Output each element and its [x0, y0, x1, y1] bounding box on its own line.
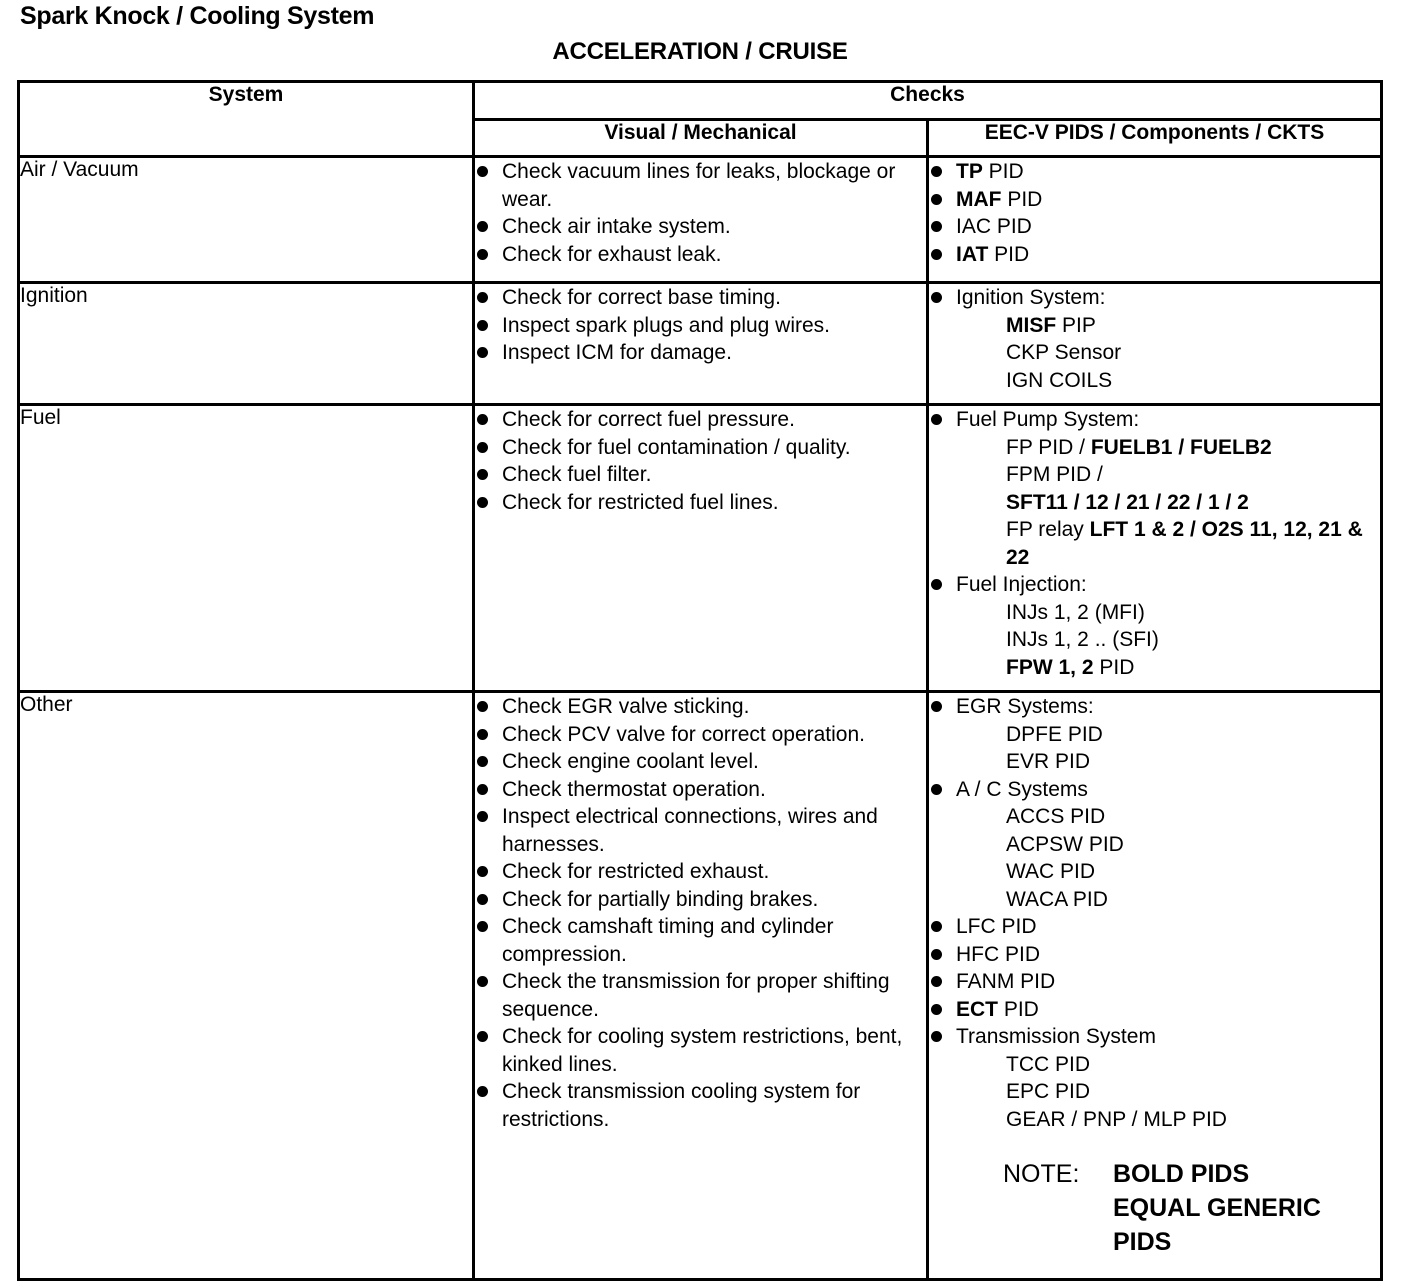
pid-text: FP relay [1006, 518, 1090, 541]
eec-cell [928, 405, 1382, 692]
check-item: Check for exhaust leak. [475, 241, 926, 269]
eec-cell [928, 692, 1382, 1280]
header-row-top [19, 82, 1382, 120]
header-system: System [19, 82, 474, 157]
pid-group-head: A / C Systems [929, 776, 1380, 804]
pid-sub-item [929, 312, 1380, 340]
visual-cell [474, 157, 928, 283]
pid-group-head: Ignition System: [929, 284, 1380, 312]
table-row-other [19, 692, 1382, 1280]
system-cell: Air / Vacuum [19, 157, 474, 283]
check-item: Check transmission cooling system for restrictions. [475, 1078, 926, 1133]
check-item: Check for cooling system restrictions, bent, kinked lines. [475, 1023, 926, 1078]
pid-sub-item: CKP Sensor [1006, 341, 1122, 364]
visual-cell [474, 405, 928, 692]
pid-bold: FPW 1, 2 [1006, 655, 1094, 679]
pid-sub-item: IGN COILS [1006, 368, 1113, 392]
pid-sub-item: EVR PID [1006, 750, 1091, 773]
check-item: Check engine coolant level. [475, 748, 926, 776]
pid-bold: MAF [956, 187, 1002, 211]
pid-item: HFC PID [929, 941, 1380, 969]
pid-text: PIP [1056, 313, 1096, 337]
check-item: Check air intake system. [475, 213, 926, 241]
pid-sub-item: TCC PID [1006, 1052, 1090, 1076]
pid-sub-item [929, 654, 1380, 682]
pid-text: PID [1093, 655, 1135, 679]
header-checks: Checks [474, 82, 1382, 120]
pid-group-head: Fuel Pump System: [929, 406, 1380, 434]
section-subtitle: ACCELERATION / CRUISE [552, 38, 848, 65]
pid-sub-item: FPM PID / [1006, 463, 1103, 486]
eec-cell [928, 157, 1382, 283]
check-item: Inspect ICM for damage. [475, 339, 926, 367]
pid-sub-item: INJs 1, 2 .. (SFI) [1006, 628, 1159, 651]
check-item: Check for correct fuel pressure. [475, 406, 926, 434]
pid-bold: ECT [956, 997, 998, 1021]
system-cell: Ignition [19, 283, 474, 405]
pid-bold: MISF [1006, 313, 1057, 337]
check-item: Check for partially binding brakes. [475, 886, 926, 914]
pid-text: PID [982, 160, 1024, 183]
pid-sub-item: ACPSW PID [1006, 832, 1124, 856]
pid-group-head: EGR Systems: [929, 693, 1380, 721]
table-row-ignition [19, 283, 1382, 405]
pid-sub-item: INJs 1, 2 (MFI) [1006, 600, 1145, 624]
header-eec-pids: EEC-V PIDS / Components / CKTS [928, 119, 1382, 157]
pid-sub-item [929, 434, 1380, 462]
check-item: Check for correct base timing. [475, 284, 926, 312]
pid-sub-item: WACA PID [1006, 887, 1108, 911]
table-row-fuel [19, 405, 1382, 692]
check-item: Check PCV valve for correct operation. [475, 721, 926, 749]
check-item: Check vacuum lines for leaks, blockage or wear. [475, 158, 926, 213]
visual-cell [474, 692, 928, 1280]
page-title: Spark Knock / Cooling System [20, 2, 375, 30]
pid-sub-item: ACCS PID [1006, 805, 1106, 828]
note-block [929, 1157, 1380, 1259]
check-item: Check thermostat operation. [475, 776, 926, 804]
pid-item: IAC PID [929, 213, 1380, 241]
eec-cell [928, 283, 1382, 405]
diagnostic-table [17, 80, 1383, 1281]
check-item: Check EGR valve sticking. [475, 693, 926, 721]
pid-bold: FUELB1 / FUELB2 [1090, 435, 1272, 459]
table-row-air-vacuum [19, 157, 1382, 283]
note-label: NOTE: [1003, 1160, 1080, 1188]
pid-sub-item: GEAR / PNP / MLP PID [1006, 1107, 1227, 1131]
pid-item: FANM PID [929, 968, 1380, 996]
check-item: Check for fuel contamination / quality. [475, 434, 926, 462]
pid-sub-item: SFT11 / 12 / 21 / 22 / 1 / 2 [1006, 490, 1249, 514]
visual-cell [474, 283, 928, 405]
pid-group-head: Transmission System [929, 1023, 1380, 1051]
pid-sub-item: WAC PID [1006, 860, 1096, 883]
pid-text: FP PID / [1006, 435, 1091, 459]
system-cell: Other [19, 692, 474, 1280]
check-item: Inspect electrical connections, wires and harnesses. [475, 803, 926, 858]
check-item: Check camshaft timing and cylinder compression. [475, 913, 926, 968]
pid-item: LFC PID [929, 913, 1380, 941]
pid-sub-item: DPFE PID [1006, 722, 1103, 746]
pid-bold: LFT 1 & 2 / O2S 11, 12, 21 & 22 [1006, 518, 1363, 569]
pid-sub-item: EPC PID [1006, 1080, 1091, 1103]
pid-item [929, 158, 1380, 186]
pid-bold: TP [956, 160, 983, 183]
pid-group-head: Fuel Injection: [929, 571, 1380, 599]
check-item: Check the transmission for proper shifting sequence. [475, 968, 926, 1023]
system-cell: Fuel [19, 405, 474, 692]
check-item: Check fuel filter. [475, 461, 926, 489]
check-item: Check for restricted fuel lines. [475, 489, 926, 517]
pid-item [929, 186, 1380, 214]
pid-text: PID [998, 997, 1039, 1021]
note-text: BOLD PIDS EQUAL GENERIC PIDS [1113, 1160, 1321, 1256]
header-visual-mechanical: Visual / Mechanical [474, 119, 928, 157]
check-item: Check for restricted exhaust. [475, 858, 926, 886]
check-item: Inspect spark plugs and plug wires. [475, 312, 926, 340]
pid-sub-item [929, 516, 1380, 571]
pid-text: PID [1001, 187, 1043, 211]
pid-item [929, 996, 1380, 1024]
pid-item [929, 241, 1380, 269]
pid-bold: IAT [956, 242, 989, 266]
pid-text: PID [988, 242, 1030, 266]
